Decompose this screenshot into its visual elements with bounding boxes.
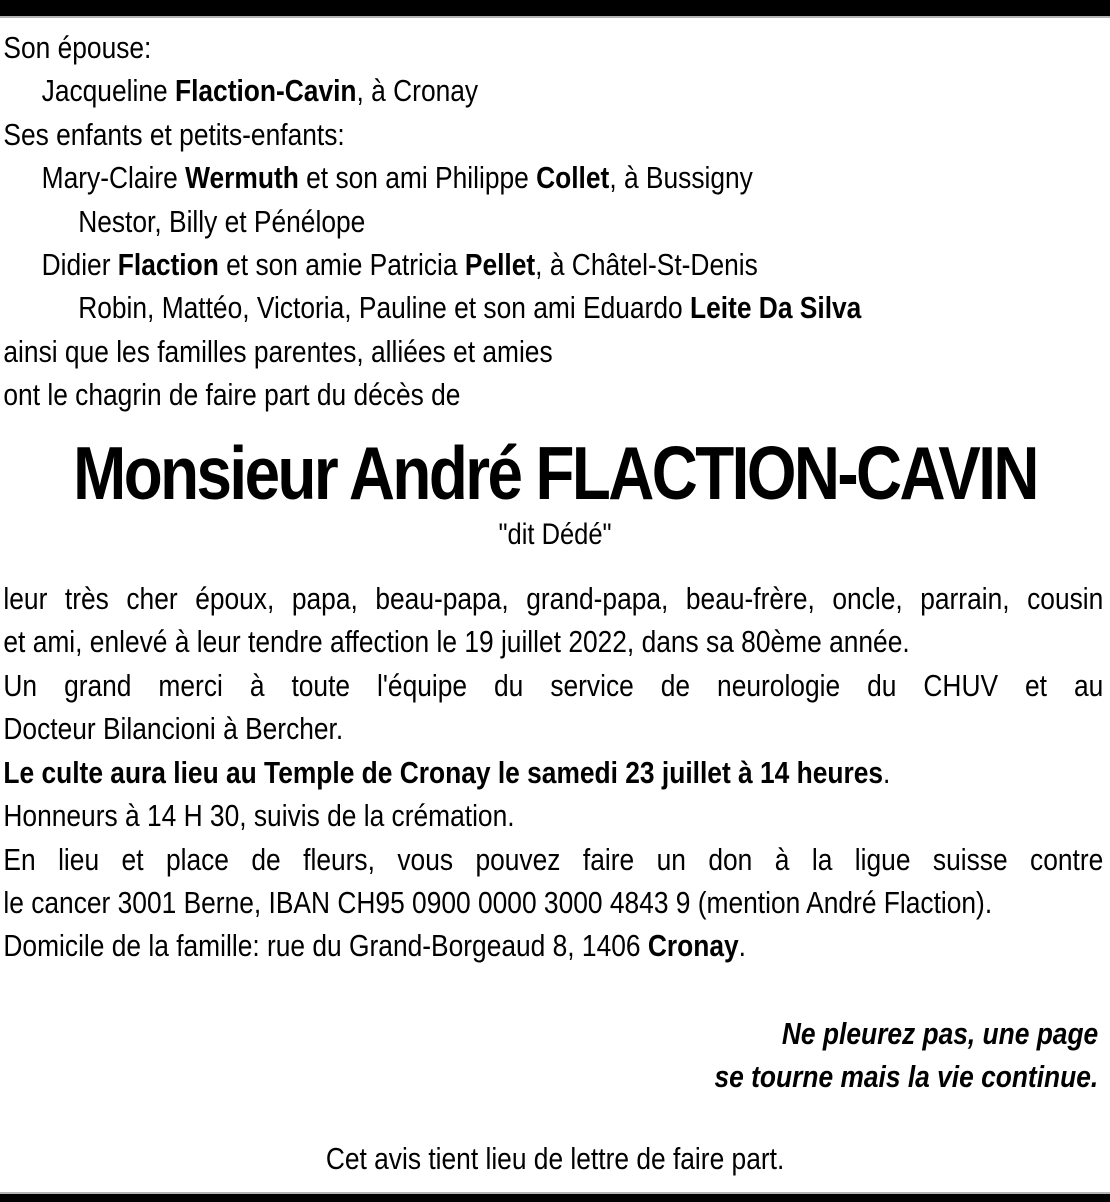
text: Mary-Claire — [41, 160, 186, 196]
text: Son épouse: — [3, 30, 152, 65]
body-line — [3, 707, 1103, 750]
epitaph-line: Ne pleurez pas, une page — [781, 1015, 1099, 1051]
body-line — [3, 794, 1103, 837]
body-line — [3, 838, 1103, 881]
body-line — [3, 577, 1103, 620]
family-line — [3, 373, 1110, 416]
text: leur très cher époux, papa, beau-papa, grand-papa, beau-frère, oncle, parrain, cousin — [3, 581, 1104, 617]
body-line — [3, 620, 1103, 663]
bold-text: Cronay — [647, 928, 739, 964]
bold-text: Collet — [536, 160, 610, 196]
family-block — [0, 26, 1110, 417]
deceased-name: Monsieur André FLACTION-CAVIN — [73, 430, 1037, 515]
body-line — [3, 924, 1103, 967]
family-line — [3, 69, 1110, 112]
text: . — [883, 754, 891, 790]
text: Domicile de la famille: rue du Grand-Borgeaud 8, 1406 — [3, 928, 648, 964]
body-line — [3, 664, 1103, 707]
family-line — [3, 200, 1110, 243]
text: ainsi que les familles parentes, alliées et amies — [3, 333, 553, 369]
text: , à Cronay — [356, 73, 479, 109]
bold-text: Pellet — [464, 247, 536, 283]
title-row — [0, 430, 1110, 515]
bottom-border-bar — [0, 1192, 1110, 1202]
footer-note: Cet avis tient lieu de lettre de faire part. — [325, 1140, 785, 1176]
obituary-content — [0, 18, 1110, 1180]
family-line — [3, 286, 1110, 329]
text: Un grand merci à toute l'équipe du service de neurologie du CHUV et au — [3, 667, 1104, 703]
bold-text: Le culte aura lieu au Temple de Cronay le samedi 23 juillet à 14 heures — [3, 754, 884, 790]
text: Honneurs à 14 H 30, suivis de la crémation. — [3, 798, 515, 834]
family-line — [3, 330, 1110, 373]
bold-text: Flaction-Cavin — [174, 73, 357, 109]
text: ont le chagrin de faire part du décès de — [3, 377, 461, 413]
text: et ami, enlevé à leur tendre affection le 19 juillet 2022, dans sa 80ème année. — [3, 624, 910, 660]
body-line — [3, 881, 1103, 924]
text: Nestor, Billy et Pénélope — [78, 203, 366, 239]
text: . — [738, 928, 746, 964]
text: le cancer 3001 Berne, IBAN CH95 0900 0000 3000 4843 9 (mention André Flaction). — [3, 884, 993, 920]
announcement-body — [0, 577, 1110, 968]
text: et son amie Patricia — [218, 247, 465, 283]
text: Robin, Mattéo, Victoria, Pauline et son ami Eduardo — [78, 290, 690, 326]
text: Docteur Bilancioni à Bercher. — [3, 711, 344, 747]
text: Ses enfants et petits-enfants: — [3, 116, 345, 152]
epitaph — [0, 1012, 1110, 1099]
family-line — [3, 26, 1110, 69]
epitaph-line: se tourne mais la vie continue. — [714, 1059, 1099, 1095]
bold-text: Wermuth — [185, 160, 299, 196]
bold-text: Leite Da Silva — [689, 290, 862, 326]
family-line — [3, 243, 1110, 286]
bold-text: Flaction — [117, 247, 219, 283]
family-line — [3, 156, 1110, 199]
text: Jacqueline — [41, 73, 175, 109]
body-line — [3, 751, 1103, 794]
family-line — [3, 113, 1110, 156]
text: En lieu et place de fleurs, vous pouvez faire un don à la ligue suisse contre — [3, 841, 1104, 877]
text: et son ami Philippe — [298, 160, 537, 196]
text: Didier — [41, 247, 118, 283]
text: , à Châtel-St-Denis — [535, 247, 758, 283]
top-border-bar — [0, 0, 1110, 18]
text: , à Bussigny — [609, 160, 753, 196]
nickname: "dit Dédé" — [498, 517, 612, 551]
